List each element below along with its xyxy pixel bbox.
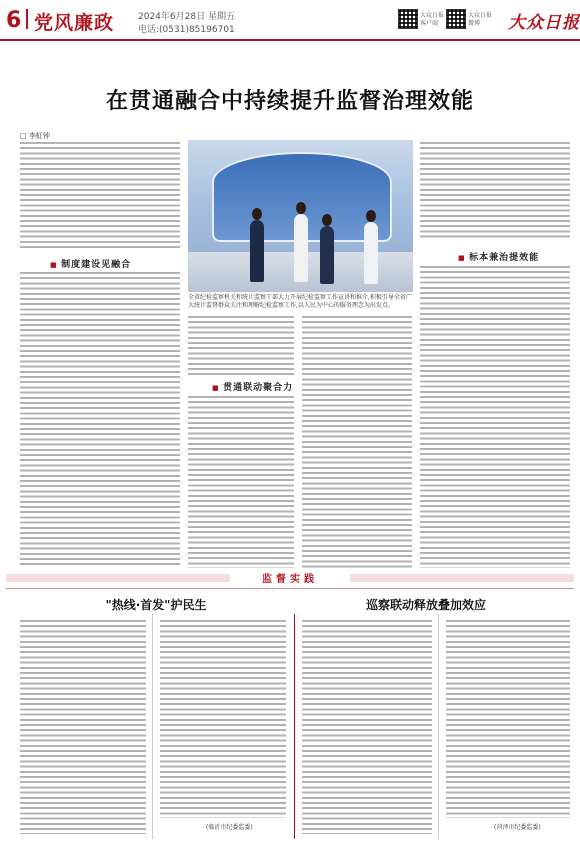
feature-right-title: 巡察联动释放叠加效应 bbox=[365, 598, 486, 612]
subhead: ■ 制度建设见融合 bbox=[50, 257, 131, 270]
subhead: ■ 贯通联动聚合力 bbox=[212, 380, 293, 393]
person-figure bbox=[250, 220, 264, 282]
text-block bbox=[446, 620, 570, 818]
photo-caption: 全省纪检监察机关和统计监察干部大力开展纪检监察工作宣讲和推介,积极引导全省广大统计监督群众关注和理解纪检监察工作,以人民为中心的服务理念为出发点。 bbox=[188, 294, 412, 309]
feature-left-title: "热线·首发"护民生 bbox=[105, 598, 207, 612]
feature-left-source: (临沂市纪委监委) bbox=[206, 824, 253, 831]
column-divider bbox=[438, 614, 439, 839]
qr-code-icon bbox=[398, 9, 418, 29]
section-title: 党风廉政 bbox=[34, 12, 115, 34]
text-block bbox=[188, 316, 294, 376]
issue-date: 2024年6月28日 星期五 bbox=[138, 12, 235, 22]
text-block bbox=[20, 142, 180, 250]
article-author: □ 李虹钟 bbox=[20, 132, 50, 140]
header-rule bbox=[0, 39, 580, 41]
text-block bbox=[20, 620, 146, 834]
text-block bbox=[420, 266, 570, 568]
qr-code-icon bbox=[446, 9, 466, 29]
page-header bbox=[0, 0, 580, 40]
text-block bbox=[20, 272, 180, 568]
text-block bbox=[420, 142, 570, 240]
page-number: 6 bbox=[6, 8, 22, 33]
person-figure bbox=[294, 214, 308, 282]
article-photo bbox=[188, 140, 413, 292]
column-divider bbox=[152, 614, 153, 839]
feature-divider bbox=[294, 614, 295, 839]
qr-label: 大众日报客户端 bbox=[420, 12, 445, 27]
person-figure bbox=[320, 226, 334, 284]
text-block bbox=[160, 620, 286, 818]
feature-band-title: 监督实践 bbox=[230, 570, 350, 586]
contact-phone: 电话:(0531)85196701 bbox=[138, 25, 235, 35]
article-headline: 在贯通融合中持续提升监督治理效能 bbox=[105, 89, 474, 114]
subhead: ■ 标本兼治提效能 bbox=[458, 250, 539, 263]
newspaper-logo: 大众日报 bbox=[508, 13, 580, 33]
feature-rule bbox=[6, 588, 574, 589]
qr-label: 大众日报微博 bbox=[468, 12, 493, 27]
feature-right-source: (菏泽市纪委监委) bbox=[494, 824, 541, 831]
text-block bbox=[188, 396, 294, 568]
header-divider bbox=[26, 9, 28, 29]
text-block bbox=[302, 620, 432, 834]
person-figure bbox=[364, 222, 378, 284]
feature-box bbox=[6, 574, 574, 842]
text-block bbox=[302, 316, 412, 568]
